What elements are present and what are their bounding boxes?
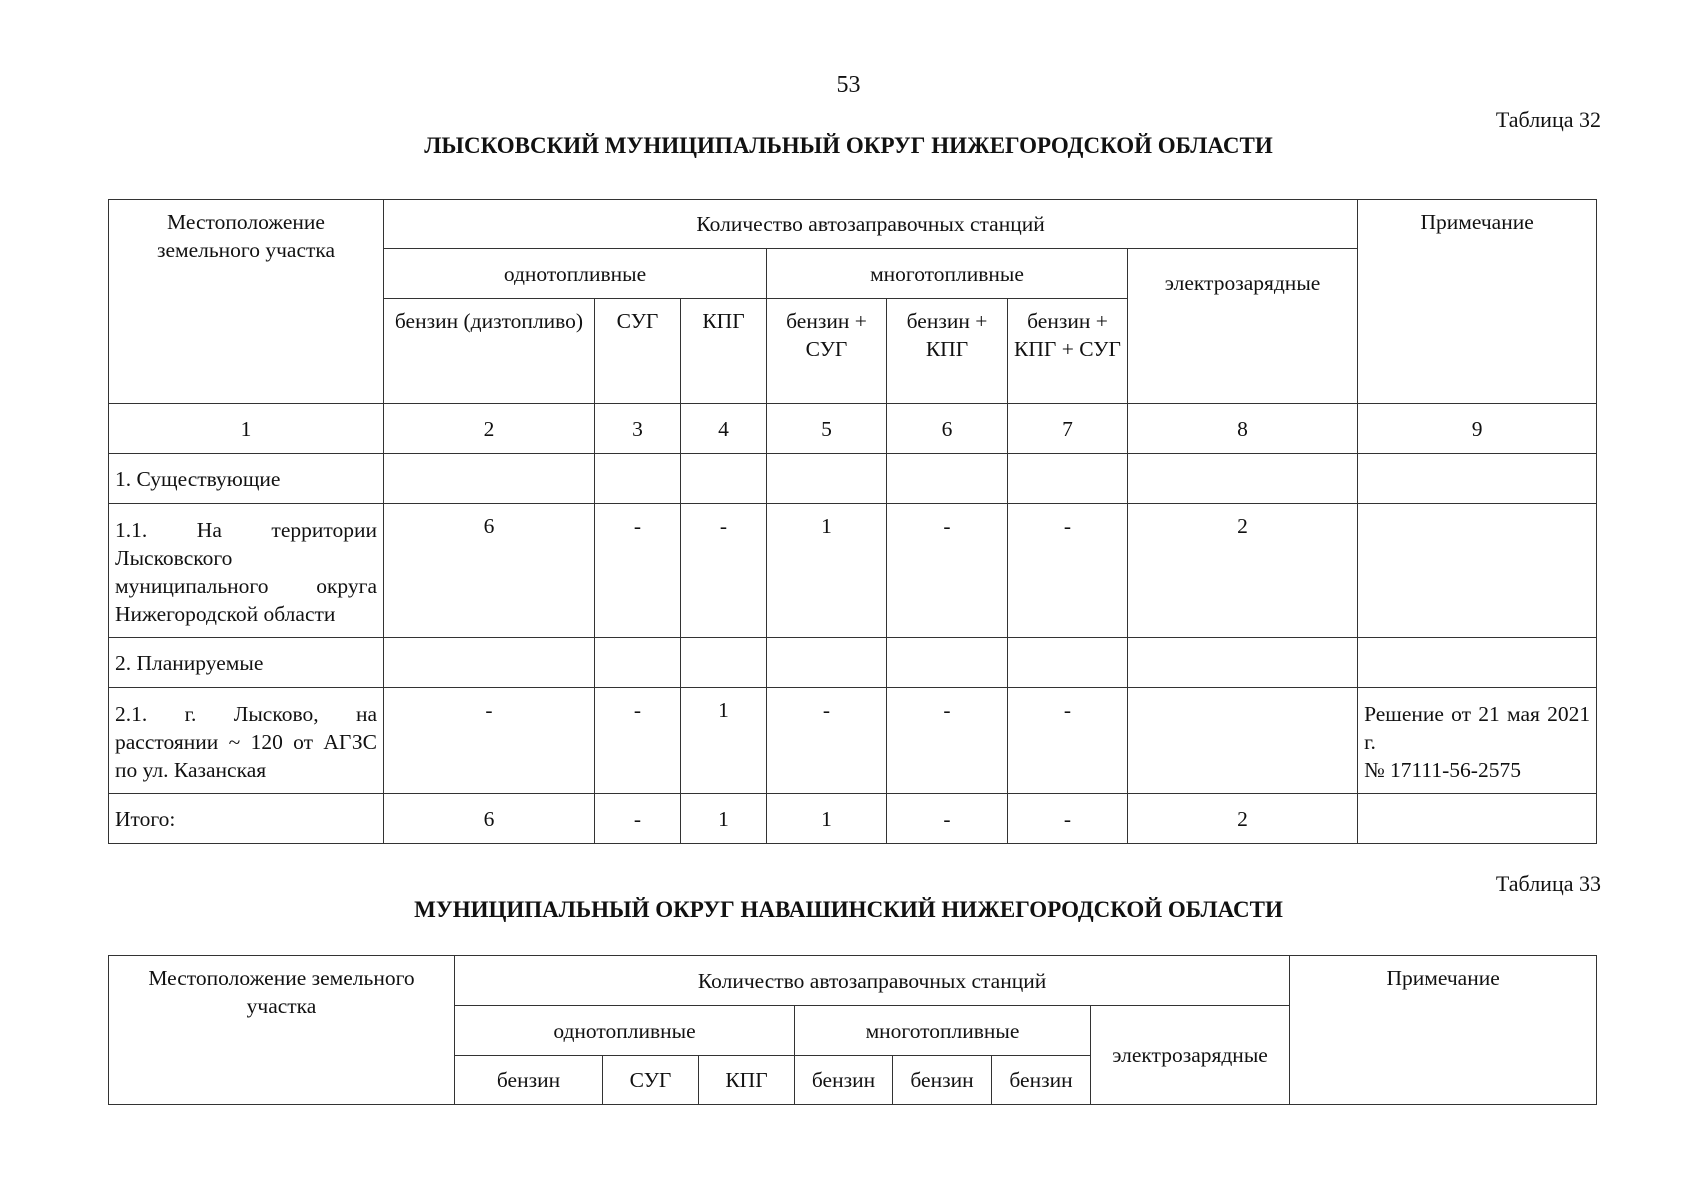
row-note-number: № 17111-56-2575	[1364, 758, 1521, 782]
table-row	[109, 688, 1597, 794]
row-value: -	[887, 688, 1008, 794]
header-col-cng: КПГ	[681, 299, 767, 404]
total-value: -	[1008, 794, 1128, 844]
row-value: 6	[384, 504, 595, 638]
total-row	[109, 794, 1597, 844]
row-note	[1358, 688, 1597, 794]
row-value: -	[681, 504, 767, 638]
row-value: -	[767, 688, 887, 794]
row-value: -	[1008, 504, 1128, 638]
row-value: 1	[681, 688, 767, 794]
table-33-title: МУНИЦИПАЛЬНЫЙ ОКРУГ НАВАШИНСКИЙ НИЖЕГОРОДСКОЙ ОБЛАСТИ	[414, 897, 1283, 922]
header-note: Примечание	[1358, 200, 1597, 404]
header-col-cng: КПГ	[699, 1056, 795, 1105]
col-number: 7	[1008, 404, 1128, 454]
header-multi-fuel: многотопливные	[767, 249, 1128, 299]
table-row	[109, 504, 1597, 638]
header-col-petrol-cng-lpg: бензин + КПГ + СУГ	[1008, 299, 1128, 404]
header-note: Примечание	[1290, 956, 1597, 1105]
header-quantity: Количество автозаправочных станций	[384, 200, 1358, 249]
section-label-planned: 2. Планируемые	[109, 638, 384, 688]
row-value: -	[595, 688, 681, 794]
table-32-label: Таблица 32	[1495, 107, 1601, 132]
row-note	[1358, 504, 1597, 638]
col-number: 8	[1128, 404, 1358, 454]
total-value: -	[595, 794, 681, 844]
row-value: 1	[767, 504, 887, 638]
header-location: Местоположение земельного участка	[109, 200, 384, 404]
header-col-lpg: СУГ	[595, 299, 681, 404]
table-32-title: ЛЫСКОВСКИЙ МУНИЦИПАЛЬНЫЙ ОКРУГ НИЖЕГОРОДСКОЙ ОБЛАСТИ	[424, 133, 1273, 158]
table-33-label: Таблица 33	[1495, 871, 1601, 896]
total-value: 1	[767, 794, 887, 844]
total-label: Итого:	[109, 794, 384, 844]
table-33	[108, 955, 1597, 1105]
page-number: 53	[836, 72, 861, 98]
row-value: -	[384, 688, 595, 794]
total-value: 2	[1128, 794, 1358, 844]
row-value: -	[887, 504, 1008, 638]
header-quantity: Количество автозаправочных станций	[455, 956, 1290, 1006]
col-number: 2	[384, 404, 595, 454]
header-single-fuel: однотопливные	[455, 1006, 795, 1056]
header-col-petrol-lpg: бензин + СУГ	[767, 299, 887, 404]
header-col-petrol-multi: бензин	[795, 1056, 893, 1105]
header-col-petrol-cng: бензин + КПГ	[887, 299, 1008, 404]
col-number: 3	[595, 404, 681, 454]
section-label-existing: 1. Существующие	[109, 454, 384, 504]
total-value: 1	[681, 794, 767, 844]
row-value: 2	[1128, 504, 1358, 638]
table-32	[108, 199, 1597, 844]
section-row-existing	[109, 454, 1597, 504]
header-multi-fuel: многотопливные	[795, 1006, 1091, 1056]
col-number: 5	[767, 404, 887, 454]
row-value	[1128, 688, 1358, 794]
row-location: 1.1. На территории Лысковского муниципального округа Нижегородской области	[109, 504, 384, 638]
header-single-fuel: однотопливные	[384, 249, 767, 299]
total-note	[1358, 794, 1597, 844]
header-col-petrol-multi: бензин	[893, 1056, 992, 1105]
col-number: 6	[887, 404, 1008, 454]
row-note-decision: Решение от 21 мая 2021 г.	[1364, 702, 1591, 754]
header-col-petrol-multi: бензин	[992, 1056, 1091, 1105]
col-number: 4	[681, 404, 767, 454]
header-col-petrol: бензин (дизтопливо)	[384, 299, 595, 404]
header-location: Местоположение земельного участка	[109, 956, 455, 1105]
header-col-lpg: СУГ	[603, 1056, 699, 1105]
header-col-petrol: бензин	[455, 1056, 603, 1105]
section-row-planned	[109, 638, 1597, 688]
total-value: 6	[384, 794, 595, 844]
row-value: -	[595, 504, 681, 638]
col-number: 1	[109, 404, 384, 454]
header-electric: электрозарядные	[1128, 249, 1358, 404]
row-location: 2.1. г. Лысково, на расстоянии ~ 120 от АГЗС по ул. Казанская	[109, 688, 384, 794]
total-value: -	[887, 794, 1008, 844]
row-value: -	[1008, 688, 1128, 794]
col-number: 9	[1358, 404, 1597, 454]
header-electric: электрозарядные	[1091, 1006, 1290, 1105]
